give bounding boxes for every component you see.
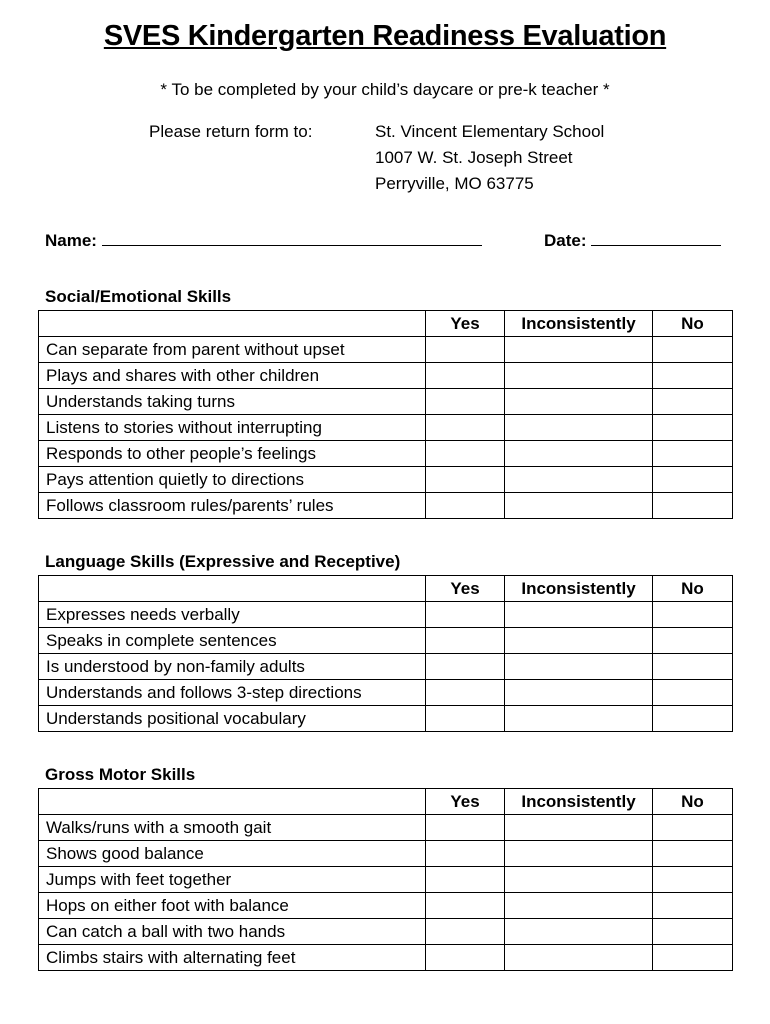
checkbox-cell-no[interactable] xyxy=(653,467,733,493)
table-row xyxy=(39,415,733,441)
checkbox-cell-no[interactable] xyxy=(653,680,733,706)
column-header: Yes xyxy=(426,311,505,337)
skill-label: Can catch a ball with two hands xyxy=(39,919,426,945)
address-line-3: Perryville, MO 63775 xyxy=(375,174,534,193)
section-table xyxy=(38,788,733,971)
header-blank-cell xyxy=(39,789,426,815)
checkbox-cell-no[interactable] xyxy=(653,493,733,519)
checkbox-cell-no[interactable] xyxy=(653,602,733,628)
checkbox-cell-yes[interactable] xyxy=(426,602,505,628)
skill-label: Understands positional vocabulary xyxy=(39,706,426,732)
checkbox-cell-inconsistently[interactable] xyxy=(505,919,653,945)
checkbox-cell-no[interactable] xyxy=(653,441,733,467)
address-line-2: 1007 W. St. Joseph Street xyxy=(375,148,573,167)
skill-label: Plays and shares with other children xyxy=(39,363,426,389)
checkbox-cell-inconsistently[interactable] xyxy=(505,389,653,415)
column-header: Yes xyxy=(426,789,505,815)
column-header: No xyxy=(653,576,733,602)
table-row xyxy=(39,815,733,841)
skill-label: Can separate from parent without upset xyxy=(39,337,426,363)
column-header: No xyxy=(653,789,733,815)
skill-label: Understands taking turns xyxy=(39,389,426,415)
skill-label: Is understood by non-family adults xyxy=(39,654,426,680)
skill-label: Speaks in complete sentences xyxy=(39,628,426,654)
table-row xyxy=(39,706,733,732)
checkbox-cell-no[interactable] xyxy=(653,337,733,363)
skill-label: Expresses needs verbally xyxy=(39,602,426,628)
table-row xyxy=(39,441,733,467)
header-blank-cell xyxy=(39,311,426,337)
date-label: Date: xyxy=(544,231,587,250)
skill-label: Walks/runs with a smooth gait xyxy=(39,815,426,841)
skill-label: Responds to other people’s feelings xyxy=(39,441,426,467)
checkbox-cell-no[interactable] xyxy=(653,919,733,945)
checkbox-cell-yes[interactable] xyxy=(426,389,505,415)
table-row xyxy=(39,945,733,971)
column-header: Inconsistently xyxy=(505,311,653,337)
checkbox-cell-yes[interactable] xyxy=(426,654,505,680)
checkbox-cell-yes[interactable] xyxy=(426,467,505,493)
checkbox-cell-inconsistently[interactable] xyxy=(505,680,653,706)
checkbox-cell-yes[interactable] xyxy=(426,680,505,706)
return-label: Please return form to: xyxy=(149,122,313,141)
table-row xyxy=(39,363,733,389)
column-header: Inconsistently xyxy=(505,789,653,815)
section-title: Social/Emotional Skills xyxy=(45,287,232,306)
header-row xyxy=(39,789,733,815)
header-blank-cell xyxy=(39,576,426,602)
date-field[interactable] xyxy=(544,229,721,251)
table-row xyxy=(39,654,733,680)
section-table xyxy=(38,575,733,732)
page-title: SVES Kindergarten Readiness Evaluation xyxy=(103,20,667,52)
checkbox-cell-inconsistently[interactable] xyxy=(505,654,653,680)
header-row xyxy=(39,576,733,602)
checkbox-cell-inconsistently[interactable] xyxy=(505,441,653,467)
skill-label: Jumps with feet together xyxy=(39,867,426,893)
checkbox-cell-yes[interactable] xyxy=(426,415,505,441)
table-row xyxy=(39,893,733,919)
checkbox-cell-no[interactable] xyxy=(653,841,733,867)
table-row xyxy=(39,467,733,493)
checkbox-cell-yes[interactable] xyxy=(426,441,505,467)
checkbox-cell-yes[interactable] xyxy=(426,628,505,654)
table-row xyxy=(39,389,733,415)
checkbox-cell-no[interactable] xyxy=(653,654,733,680)
column-header: No xyxy=(653,311,733,337)
checkbox-cell-no[interactable] xyxy=(653,867,733,893)
checkbox-cell-yes[interactable] xyxy=(426,841,505,867)
section-title: Gross Motor Skills xyxy=(45,765,196,784)
skill-label: Pays attention quietly to directions xyxy=(39,467,426,493)
checkbox-cell-yes[interactable] xyxy=(426,493,505,519)
header-row xyxy=(39,311,733,337)
skill-label: Understands and follows 3-step directions xyxy=(39,680,426,706)
date-line[interactable] xyxy=(591,229,721,246)
checkbox-cell-inconsistently[interactable] xyxy=(505,628,653,654)
section-title: Language Skills (Expressive and Receptive) xyxy=(45,552,401,571)
skill-label: Climbs stairs with alternating feet xyxy=(39,945,426,971)
checkbox-cell-no[interactable] xyxy=(653,389,733,415)
checkbox-cell-yes[interactable] xyxy=(426,815,505,841)
checkbox-cell-inconsistently[interactable] xyxy=(505,602,653,628)
table-row xyxy=(39,841,733,867)
checkbox-cell-no[interactable] xyxy=(653,945,733,971)
checkbox-cell-yes[interactable] xyxy=(426,867,505,893)
checkbox-cell-yes[interactable] xyxy=(426,706,505,732)
checkbox-cell-no[interactable] xyxy=(653,415,733,441)
checkbox-cell-no[interactable] xyxy=(653,363,733,389)
checkbox-cell-inconsistently[interactable] xyxy=(505,841,653,867)
checkbox-cell-inconsistently[interactable] xyxy=(505,493,653,519)
checkbox-cell-no[interactable] xyxy=(653,628,733,654)
column-header: Yes xyxy=(426,576,505,602)
checkbox-cell-yes[interactable] xyxy=(426,363,505,389)
skill-label: Shows good balance xyxy=(39,841,426,867)
checkbox-cell-inconsistently[interactable] xyxy=(505,337,653,363)
table-row xyxy=(39,602,733,628)
checkbox-cell-inconsistently[interactable] xyxy=(505,893,653,919)
name-field[interactable] xyxy=(45,229,482,251)
address-line-1: St. Vincent Elementary School xyxy=(375,122,605,141)
table-row xyxy=(39,680,733,706)
checkbox-cell-yes[interactable] xyxy=(426,945,505,971)
column-header: Inconsistently xyxy=(505,576,653,602)
checkbox-cell-no[interactable] xyxy=(653,893,733,919)
checkbox-cell-inconsistently[interactable] xyxy=(505,706,653,732)
checkbox-cell-inconsistently[interactable] xyxy=(505,945,653,971)
skill-label: Listens to stories without interrupting xyxy=(39,415,426,441)
name-label: Name: xyxy=(45,231,97,250)
checkbox-cell-yes[interactable] xyxy=(426,919,505,945)
table-row xyxy=(39,628,733,654)
checkbox-cell-yes[interactable] xyxy=(426,337,505,363)
table-row xyxy=(39,337,733,363)
table-row xyxy=(39,867,733,893)
checkbox-cell-no[interactable] xyxy=(653,815,733,841)
checkbox-cell-inconsistently[interactable] xyxy=(505,363,653,389)
section-table xyxy=(38,310,733,519)
name-line[interactable] xyxy=(102,229,482,246)
checkbox-cell-inconsistently[interactable] xyxy=(505,867,653,893)
checkbox-cell-inconsistently[interactable] xyxy=(505,815,653,841)
checkbox-cell-inconsistently[interactable] xyxy=(505,467,653,493)
checkbox-cell-inconsistently[interactable] xyxy=(505,415,653,441)
checkbox-cell-yes[interactable] xyxy=(426,893,505,919)
subtitle: * To be completed by your child’s daycare or pre-k teacher * xyxy=(160,80,610,99)
skill-label: Hops on either foot with balance xyxy=(39,893,426,919)
checkbox-cell-no[interactable] xyxy=(653,706,733,732)
table-row xyxy=(39,919,733,945)
table-row xyxy=(39,493,733,519)
skill-label: Follows classroom rules/parents’ rules xyxy=(39,493,426,519)
